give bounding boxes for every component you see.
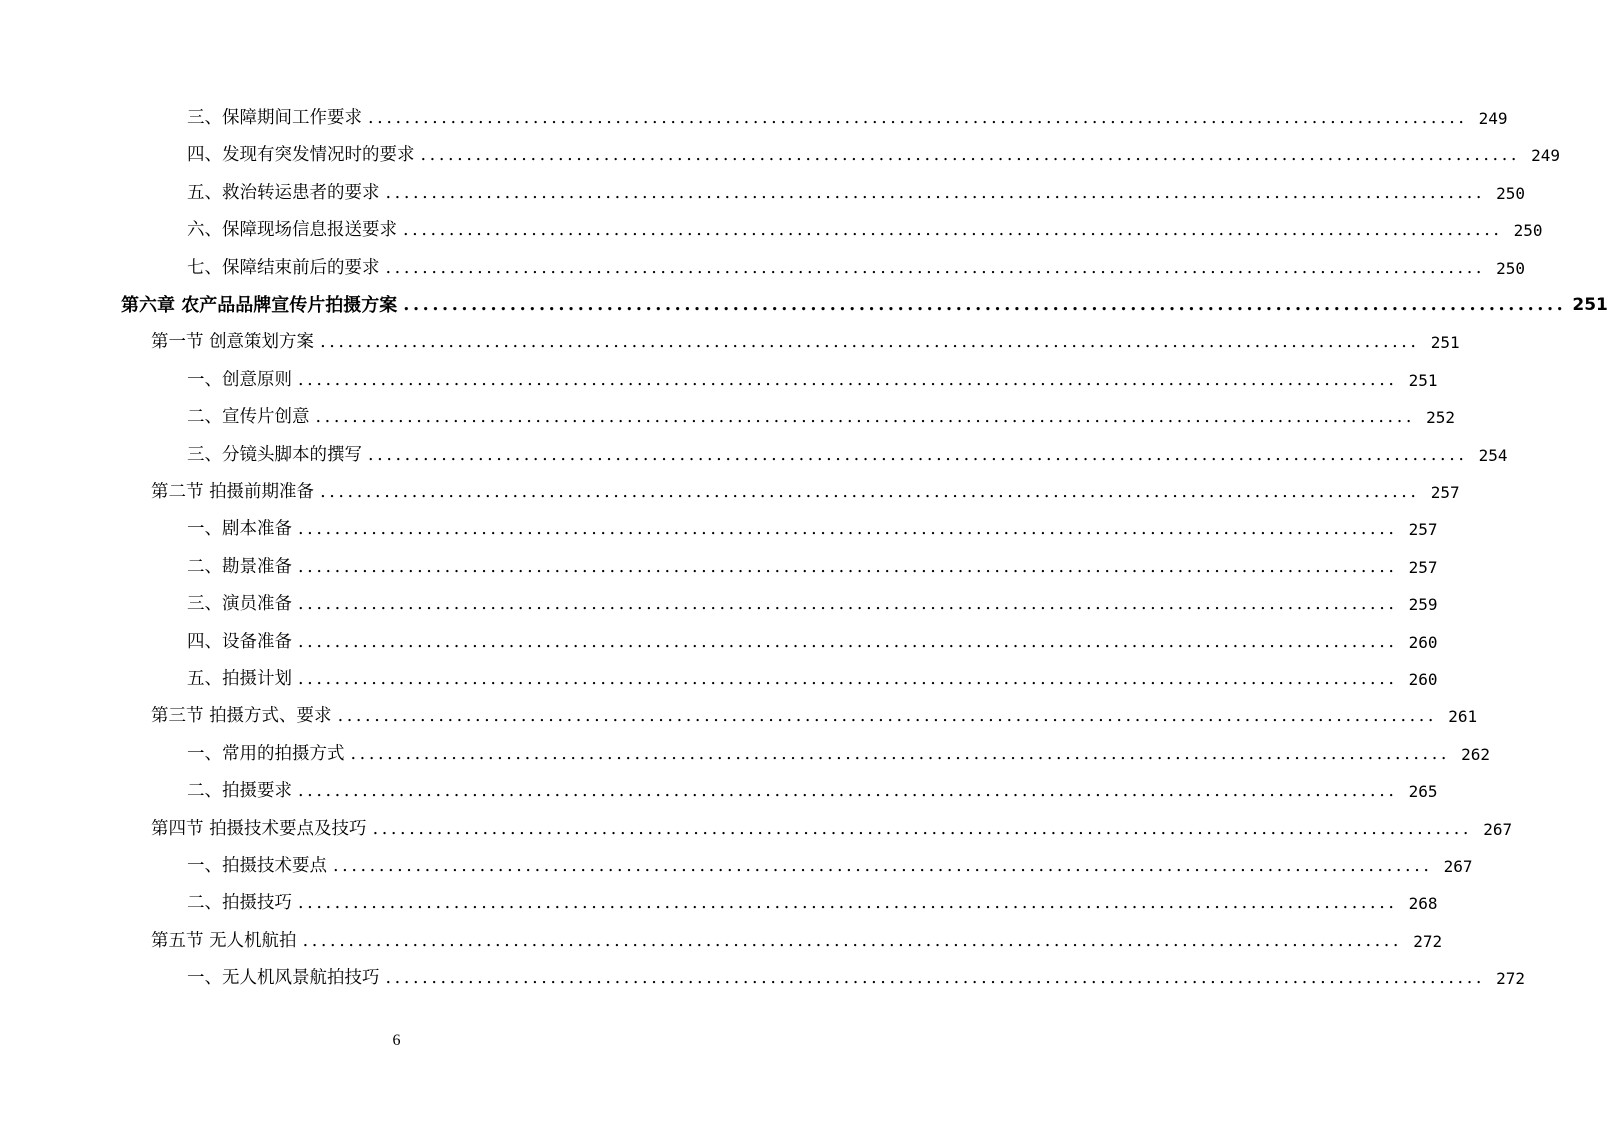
toc-entry-page: 252 <box>1426 408 1456 428</box>
dot-leader: ........................................................................................................................ <box>315 407 1416 428</box>
dot-leader: ........................................................................................................................ <box>385 182 1486 203</box>
dot-leader: ........................................................................................................................ <box>420 145 1521 166</box>
toc-entry[interactable] <box>0 212 1543 249</box>
dot-leader: ........................................................................................................................ <box>320 482 1420 502</box>
toc-entry-title: 三、分镜头脚本的撰写 <box>187 444 362 465</box>
toc-section-entry[interactable] <box>0 324 1460 361</box>
toc-entry-page: 251 <box>1430 333 1460 353</box>
dot-leader: ........................................................................................................................ <box>298 369 1398 390</box>
toc-entry-page: 250 <box>1496 183 1526 203</box>
toc-entry-title: 二、宣传片创意 <box>187 407 310 428</box>
toc-entry-page: 257 <box>1408 520 1438 540</box>
dot-leader: ........................................................................................................................ <box>350 743 1451 764</box>
toc-entry[interactable] <box>0 399 1456 436</box>
toc-entry-title: 四、发现有突发情况时的要求 <box>187 145 415 166</box>
toc-entry-title: 第五节 无人机航拍 <box>151 930 297 951</box>
dot-leader: ........................................................................................................................ <box>385 257 1486 278</box>
toc-entry-page: 250 <box>1496 258 1526 278</box>
dot-leader: ........................................................................................................................ <box>298 893 1398 914</box>
toc-entry-page: 272 <box>1496 969 1526 989</box>
toc-entry-page: 262 <box>1461 744 1491 764</box>
toc-entry-title: 五、救治转运患者的要求 <box>187 182 380 203</box>
toc-chapter-entry[interactable] <box>0 287 1608 324</box>
toc-entry-title: 三、保障期间工作要求 <box>187 108 362 128</box>
toc-entry-page: 268 <box>1408 894 1438 914</box>
toc-section-entry[interactable] <box>0 811 1513 848</box>
toc-entry-title: 第二节 拍摄前期准备 <box>151 482 315 502</box>
toc-entry-page: 260 <box>1408 632 1438 652</box>
toc-section-entry[interactable] <box>0 474 1460 511</box>
toc-entry[interactable] <box>0 362 1438 399</box>
toc-entry-title: 第六章 农产品品牌宣传片拍摄方案 <box>121 295 398 316</box>
toc-entry-page: 254 <box>1478 445 1508 465</box>
toc-entry-title: 第三节 拍摄方式、要求 <box>151 706 332 727</box>
dot-leader: ........................................................................................................................ <box>403 295 1567 315</box>
toc-entry-page: 265 <box>1408 782 1438 802</box>
toc-entry-page: 251 <box>1572 295 1608 315</box>
dot-leader: ........................................................................................................................ <box>337 706 1438 727</box>
toc-entry-page: 261 <box>1448 707 1478 727</box>
page-number: 6 <box>392 1032 401 1049</box>
toc-entry-title: 一、常用的拍摄方式 <box>187 743 345 764</box>
toc-entry-page: 259 <box>1408 595 1438 615</box>
toc-entry-title: 六、保障现场信息报送要求 <box>187 220 397 241</box>
dot-leader: ........................................................................................................................ <box>298 781 1398 802</box>
toc-section-entry[interactable] <box>0 923 1443 960</box>
dot-leader: ........................................................................................................................ <box>368 108 1468 128</box>
toc-entry-page: 267 <box>1483 819 1513 839</box>
toc-entry-page: 260 <box>1408 670 1438 689</box>
toc-entry[interactable] <box>0 549 1438 586</box>
toc-entry[interactable] <box>0 848 1473 885</box>
dot-leader: ........................................................................................................................ <box>298 519 1398 540</box>
toc-entry[interactable] <box>0 250 1526 287</box>
toc-entry[interactable] <box>0 661 1438 698</box>
toc-entry-title: 二、拍摄要求 <box>187 781 292 802</box>
toc-entry-title: 第四节 拍摄技术要点及技巧 <box>151 818 367 839</box>
toc-entry[interactable] <box>0 437 1508 474</box>
toc-entry-title: 一、创意原则 <box>187 369 292 390</box>
dot-leader: ........................................................................................................................ <box>298 669 1398 689</box>
toc-entry[interactable] <box>0 885 1438 922</box>
toc-entry-page: 267 <box>1443 857 1473 876</box>
toc-entry[interactable] <box>0 137 1561 174</box>
toc-entry[interactable] <box>0 960 1526 997</box>
toc-entry-title: 一、无人机风景航拍技巧 <box>187 968 380 989</box>
toc-entry-page: 257 <box>1408 557 1438 577</box>
dot-leader: ........................................................................................................................ <box>320 332 1420 353</box>
toc-entry-page: 251 <box>1408 370 1438 390</box>
dot-leader: ........................................................................................................................ <box>403 220 1503 241</box>
toc-entry-title: 三、演员准备 <box>187 594 292 615</box>
toc-entry-page: 272 <box>1413 931 1443 951</box>
toc-entry-title: 四、设备准备 <box>187 631 292 652</box>
dot-leader: ........................................................................................................................ <box>368 444 1468 465</box>
dot-leader: ........................................................................................................................ <box>385 968 1486 989</box>
toc-entry-title: 二、勘景准备 <box>187 556 292 577</box>
toc-entry[interactable] <box>0 624 1438 661</box>
toc-entry-title: 一、剧本准备 <box>187 519 292 540</box>
dot-leader: ........................................................................................................................ <box>372 818 1473 839</box>
toc-entry[interactable] <box>0 736 1491 773</box>
dot-leader: ........................................................................................................................ <box>333 856 1433 876</box>
toc-entry[interactable] <box>0 773 1438 810</box>
toc-entry-title: 二、拍摄技巧 <box>187 893 292 914</box>
toc-entry-page: 250 <box>1513 221 1543 241</box>
toc-entry-title: 五、拍摄计划 <box>187 669 292 689</box>
dot-leader: ........................................................................................................................ <box>298 556 1398 577</box>
toc-entry[interactable] <box>0 586 1438 623</box>
toc-section-entry[interactable] <box>0 698 1478 735</box>
toc-entry-page: 249 <box>1478 109 1508 128</box>
toc-entry-title: 一、拍摄技术要点 <box>187 856 327 876</box>
toc-entry-title: 第一节 创意策划方案 <box>151 332 315 353</box>
toc-entry-page: 257 <box>1430 483 1460 502</box>
toc-entry[interactable] <box>0 511 1438 548</box>
dot-leader: ........................................................................................................................ <box>298 594 1398 615</box>
dot-leader: ........................................................................................................................ <box>302 930 1403 951</box>
dot-leader: ........................................................................................................................ <box>298 631 1398 652</box>
toc-entry[interactable] <box>0 175 1526 212</box>
toc-entry[interactable] <box>0 100 1508 137</box>
toc-entry-title: 七、保障结束前后的要求 <box>187 257 380 278</box>
toc-entry-page: 249 <box>1531 146 1561 166</box>
